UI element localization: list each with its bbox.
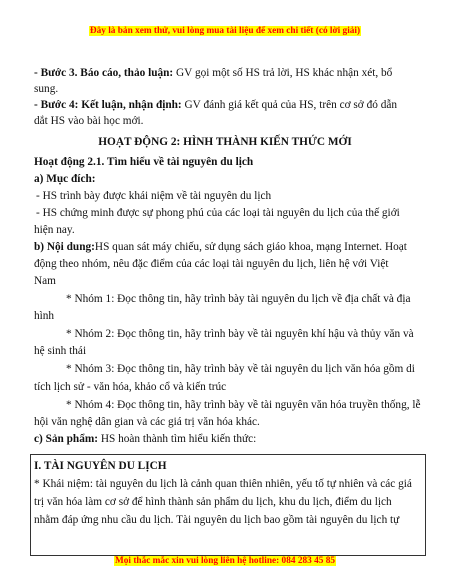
step4-continuation: dắt HS vào bài học mới. [34,115,144,127]
preview-notice-text: Đây là bản xem thử, vui lòng mua tài liệu để xem chi tiết (có lời giải) [89,26,361,36]
group2-task-continuation: hệ sinh thái [34,345,87,357]
goal-item-2: - HS chứng minh được sự phong phú của các loại tài nguyên du lịch của thế giới [36,207,400,219]
step3-text: GV gọi một số HS trả lời, HS khác nhận xét, bổ [173,67,393,79]
hotline-banner [0,556,450,566]
group4-task: * Nhóm 4: Đọc thông tin, hãy trình bày về tài nguyên văn hóa truyền thống, lễ [66,399,421,411]
content-line-1 [34,240,407,254]
group2-task: * Nhóm 2: Đọc thông tin, hãy trình bày về tài nguyên khí hậu và thủy văn và [66,328,414,340]
goal-item-1: - HS trình bày được khái niệm về tài nguyên du lịch [36,190,272,202]
product-label: c) Sản phẩm: [34,433,99,445]
group3-task-continuation: tích lịch sử - văn hóa, khảo cổ và kiến trúc [34,381,227,393]
content-label: b) Nội dung: [34,241,95,253]
group1-task-continuation: hình [34,310,55,322]
box-title: I. TÀI NGUYÊN DU LỊCH [34,460,167,472]
box-line-2: trị văn hóa làm cơ sở để hình thành sản phẩm du lịch, khu du lịch, điểm du lịch [34,496,392,508]
hotline-text: Mọi thắc mắc xin vui lòng liên hệ hotline: 084 283 45 85 [114,556,336,566]
group3-task: * Nhóm 3: Đọc thông tin, hãy trình bày về tài nguyên du lịch văn hóa gồm di [66,363,415,375]
subactivity-title: Hoạt động 2.1. Tìm hiểu về tài nguyên du lịch [34,156,254,168]
goals-label: a) Mục đích: [34,173,96,185]
content-text: HS quan sát máy chiếu, sử dụng sách giáo khoa, mạng Internet. Hoạt [94,241,407,253]
goal-item-2-continuation: hiện nay. [34,224,75,236]
content-line-2: động theo nhóm, nêu đặc điểm của các loại tài nguyên du lịch, liên hệ với Việt [34,258,389,270]
activity-heading: HOẠT ĐỘNG 2: HÌNH THÀNH KIẾN THỨC MỚI [98,136,352,148]
group1-task: * Nhóm 1: Đọc thông tin, hãy trình bày tài nguyên du lịch về địa chất và địa [66,293,411,305]
step3-continuation: sung. [34,83,59,95]
box-line-3: nhằm đáp ứng nhu cầu du lịch. Tài nguyên du lịch bao gồm tài nguyên du lịch tự [34,514,400,526]
step4-text: GV đánh giá kết quả của HS, trên cơ sở đó dẫn [181,99,398,111]
product-line [34,432,256,446]
step3-line [34,66,392,80]
content-line-3: Nam [34,275,56,287]
step4-label: - Bước 4: Kết luận, nhận định: [34,99,182,111]
product-text: HS hoàn thành tìm hiểu kiến thức: [98,433,257,445]
group4-task-continuation: hội văn nghệ dân gian và các giá trị văn hóa khác. [34,416,260,428]
preview-notice-banner [0,26,450,36]
step4-line [34,98,397,112]
step3-label: - Bước 3. Báo cáo, thảo luận: [34,67,174,79]
box-line-1: * Khái niệm: tài nguyên du lịch là cảnh quan thiên nhiên, yếu tố tự nhiên và các giá [34,478,412,490]
